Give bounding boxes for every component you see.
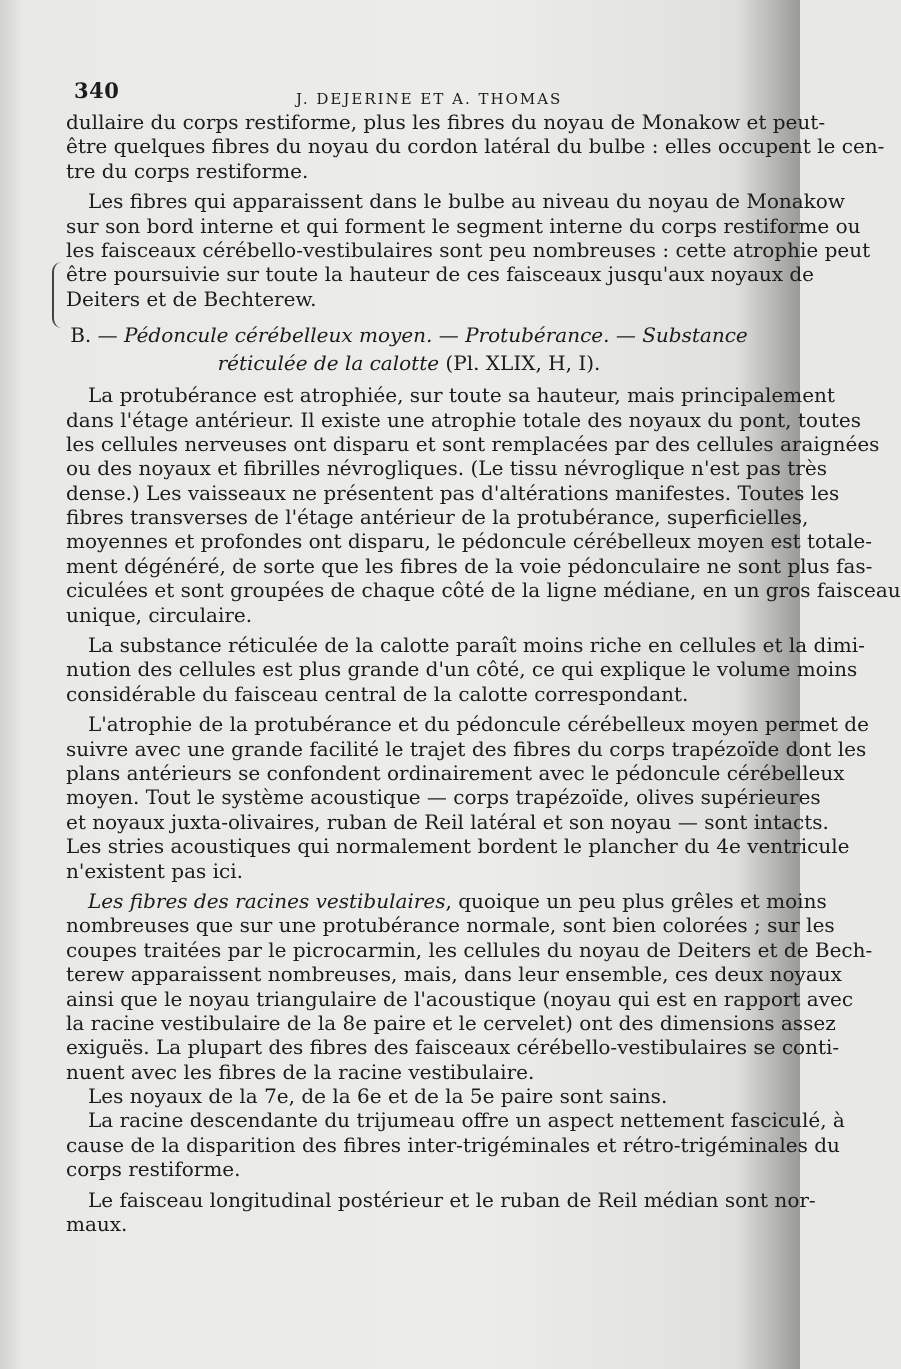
text-line: unique, circulaire. bbox=[66, 602, 253, 627]
text-line: Les noyaux de la 7e, de la 6e et de la 5e paire sont sains. bbox=[88, 1084, 668, 1109]
text-line: être quelques fibres du noyau du cordon latéral du bulbe : elles occupent le cen- bbox=[66, 134, 885, 159]
text-line: ainsi que le noyau triangulaire de l'acoustique (noyau qui est en rapport avec bbox=[66, 986, 854, 1011]
text-line: La protubérance est atrophiée, sur toute sa hauteur, mais principalement bbox=[88, 383, 835, 408]
text-line: n'existent pas ici. bbox=[66, 858, 244, 883]
text-line: coupes traitées par le picrocarmin, les cellules du noyau de Deiters et de Bech- bbox=[66, 937, 873, 962]
text-line: être poursuivie sur toute la hauteur de ces faisceaux jusqu'aux noyaux de bbox=[66, 262, 815, 287]
text-line: la racine vestibulaire de la 8e paire et le cervelet) ont des dimensions assez bbox=[66, 1010, 836, 1035]
paragraph-4 bbox=[66, 633, 865, 706]
text-line: Les fibres qui apparaissent dans le bulbe au niveau du noyau de Monakow bbox=[88, 189, 845, 214]
text-line: corps restiforme. bbox=[66, 1157, 241, 1182]
text-line: exiguës. La plupart des fibres des faisceaux cérébello-vestibulaires se conti- bbox=[66, 1035, 840, 1060]
text-line: les cellules nerveuses ont disparu et sont remplacées par des cellules araignées bbox=[66, 431, 880, 456]
body-text bbox=[66, 110, 901, 1237]
heading-italic-1: Pédoncule cérébelleux moyen. — Protubérance. — Substance bbox=[124, 323, 748, 348]
page-number: 340 bbox=[74, 78, 120, 103]
text-line: Les stries acoustiques qui normalement bordent le plancher du 4e ventricule bbox=[66, 834, 850, 859]
text-line: maux. bbox=[66, 1212, 128, 1237]
text-line: fibres transverses de l'étage antérieur de la protubérance, superficielles, bbox=[66, 505, 809, 530]
heading-prefix: B. — bbox=[70, 323, 125, 348]
paragraph-8 bbox=[66, 1108, 845, 1182]
text-line: cause de la disparition des fibres inter-trigéminales et rétro-trigéminales du bbox=[66, 1132, 840, 1157]
page-header bbox=[74, 78, 754, 108]
text-line: considérable du faisceau central de la calotte correspondant. bbox=[66, 681, 689, 706]
text-line: moyen. Tout le système acoustique — corps trapézoïde, olives supérieures bbox=[66, 785, 821, 810]
text-line: terew apparaissent nombreuses, mais, dans leur ensemble, ces deux noyaux bbox=[66, 962, 842, 987]
text-line: sur son bord interne et qui forment le segment interne du corps restiforme ou bbox=[66, 213, 861, 238]
text-line: La racine descendante du trijumeau offre un aspect nettement fasciculé, à bbox=[88, 1108, 845, 1133]
text-line: tre du corps restiforme. bbox=[66, 158, 309, 183]
paragraph-9 bbox=[66, 1187, 816, 1237]
text-line: La substance réticulée de la calotte paraît moins riche en cellules et la dimi- bbox=[88, 633, 865, 658]
text-line: plans antérieurs se confondent ordinairement avec le pédoncule cérébelleux bbox=[66, 760, 845, 785]
paragraph-7 bbox=[66, 1084, 752, 1108]
section-heading bbox=[66, 321, 752, 377]
text-line: Le faisceau longitudinal postérieur et le ruban de Reil médian sont nor- bbox=[88, 1187, 816, 1212]
text-line: dans l'étage antérieur. Il existe une atrophie totale des noyaux du pont, toutes bbox=[66, 407, 861, 432]
paragraph-1 bbox=[66, 110, 885, 183]
text-line: les faisceaux cérébello-vestibulaires sont peu nombreuses : cette atrophie peut bbox=[66, 237, 871, 262]
text-line: dense.) Les vaisseaux ne présentent pas d'altérations manifestes. Toutes les bbox=[66, 480, 840, 505]
text-line: ment dégénéré, de sorte que les fibres de la voie pédonculaire ne sont plus fas- bbox=[66, 553, 873, 578]
running-head: J. DEJERINE ET A. THOMAS bbox=[296, 90, 563, 108]
heading-italic-2: réticulée de la calotte bbox=[217, 351, 440, 376]
text-line: dullaire du corps restiforme, plus les fibres du noyau de Monakow et peut- bbox=[66, 110, 826, 134]
paragraph-5 bbox=[66, 712, 869, 883]
paragraph-6 bbox=[66, 888, 873, 1084]
text-line: moyennes et profondes ont disparu, le pédoncule cérébelleux moyen est totale- bbox=[66, 529, 872, 554]
text-line: suivre avec une grande facilité le trajet des fibres du corps trapézoïde dont les bbox=[66, 736, 867, 761]
paragraph-2 bbox=[66, 189, 871, 311]
text-line: et noyaux juxta-olivaires, ruban de Reil latéral et son noyau — sont intacts. bbox=[66, 809, 829, 834]
text-line: Les fibres des racines vestibulaires, quoique un peu plus grêles et moins bbox=[88, 888, 827, 913]
text-line: ou des noyaux et fibrilles névrogliques. (Le tissu névroglique n'est pas très bbox=[66, 456, 827, 481]
text-line: Deiters et de Bechterew. bbox=[66, 286, 317, 311]
text-line: nution des cellules est plus grande d'un côté, ce qui explique le volume moins bbox=[66, 657, 858, 682]
text-line: ciculées et sont groupées de chaque côté de la ligne médiane, en un gros faisceau bbox=[66, 578, 901, 603]
heading-suffix: (Pl. XLIX, H, I). bbox=[439, 351, 601, 376]
italic-phrase: Les fibres des racines vestibulaires bbox=[88, 888, 446, 913]
paragraph-3 bbox=[66, 383, 901, 627]
text-line: L'atrophie de la protubérance et du pédoncule cérébelleux moyen permet de bbox=[88, 712, 869, 737]
text-line: nuent avec les fibres de la racine vestibulaire. bbox=[66, 1059, 535, 1084]
text-line: nombreuses que sur une protubérance normale, sont bien colorées ; sur les bbox=[66, 913, 835, 938]
